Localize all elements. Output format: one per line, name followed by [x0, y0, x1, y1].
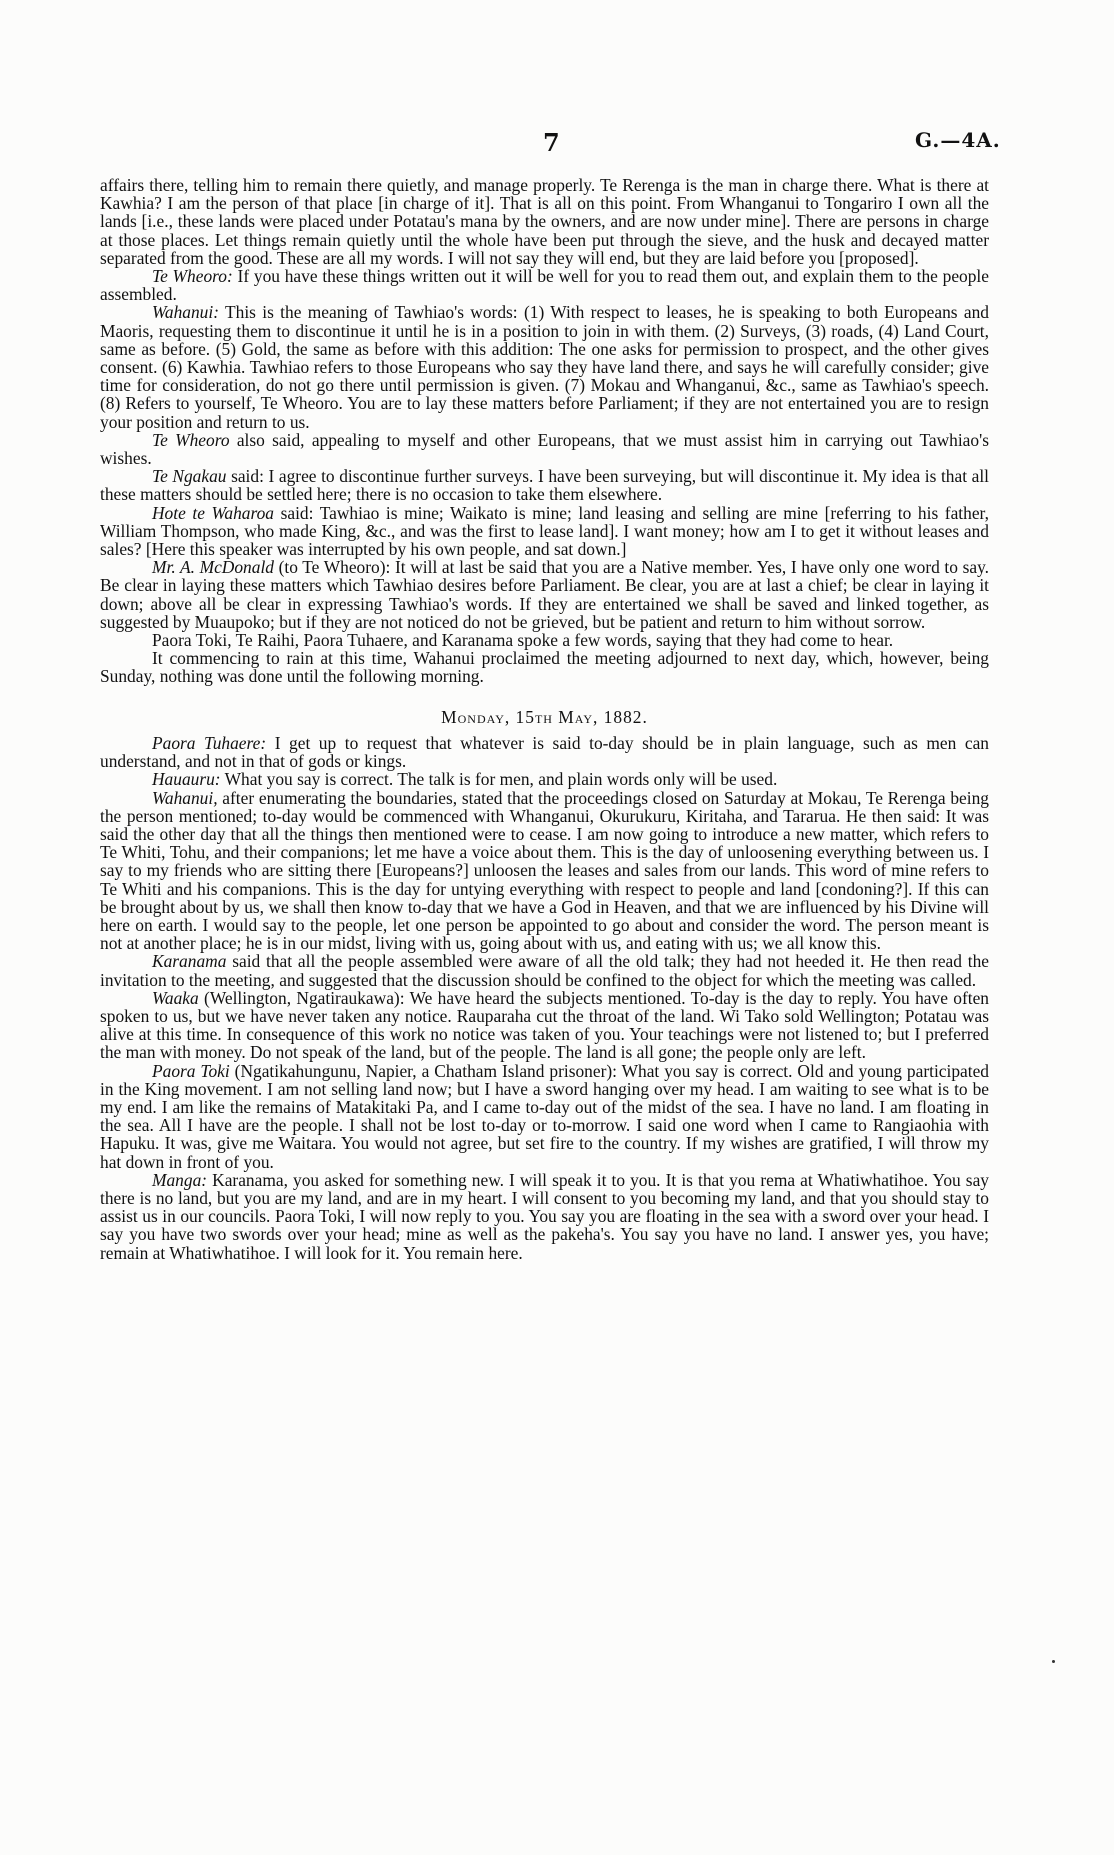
- paragraph: [100, 267, 989, 303]
- paragraph-text: I get up to request that whatever is said to-day should be in plain language, such as men can understand, and not in that of gods or kings.: [100, 732, 989, 772]
- speaker-name: Hauauru:: [152, 769, 221, 790]
- speaker-name: Manga:: [152, 1169, 208, 1190]
- document-reference: G.—4A.: [915, 128, 1001, 152]
- paragraph-text: also said, appealing to myself and other Europeans, that we must assist him in carrying out Tawhiao's wishes.: [100, 429, 989, 469]
- speaker-name: Paora Tuhaere:: [152, 732, 267, 753]
- paragraph-text: It commencing to rain at this time, Wahanui proclaimed the meeting adjourned to next day, which, however, being Sunday, nothing was done until the following morning.: [100, 648, 989, 687]
- paragraph: [100, 734, 989, 770]
- paragraph-text: Karanama, you asked for something new. I will speak it to you. It is that you rema at Whatiwhatihoe. You say there is no land, but you are my land, and are in my heart. I will consent to you becoming my land, and that you should stay to assist us in our councils. Paora Toki, I will now reply to you. You say you are floating in the sea with a sword over your head. I say you have two swords over your head; mine as well as the pakeha's. You say you have no land. I answer yes, you have; remain at Whatiwhatihoe. I will look for it. You remain here.: [100, 1169, 989, 1263]
- paragraph-text: This is the meaning of Tawhiao's words: (1) With respect to leases, he is speaking to both Europeans and Maoris, requesting them to discontinue it until he is in a position to join in with them. (2) Surveys, (3) roads, (4) Land Court, same as before. (5) Gold, the same as before with this addition: The one asks for permission to prospect, and the other gives consent. (6) Kawhia. Tawhiao refers to those Europeans who say they have land there, and says he will carefully consider; give time for consideration, do not go there until permission is given. (7) Mokau and Whanganui, &c., same as Tawhiao's speech. (8) Refers to yourself, Te Wheoro. You are to lay these matters before Parliament; if they are not entertained you are to resign your position and return to us.: [100, 302, 989, 432]
- paragraph: [100, 649, 989, 685]
- speaker-name: Wahanui:: [152, 302, 219, 323]
- speaker-name: Mr. A. McDonald: [152, 557, 274, 578]
- paragraph: [100, 989, 989, 1062]
- paragraph: [100, 1062, 989, 1171]
- paragraph: [100, 789, 989, 953]
- speaker-name: Te Wheoro: [152, 429, 230, 450]
- paragraph-text: (Wellington, Ngatiraukawa): We have heard the subjects mentioned. To-day is the day to reply. You have often spoken to us, but we have never taken any notice. Rauparaha cut the throat of the land. Wi Tako sold Wellington; Potatau was alive at this time. In consequence of this work no notice was taken of you. Your teachings were not listened to; but I preferred the man with money. Do not speak of the land, but of the people. The land is all gone; the people only are left.: [100, 987, 989, 1063]
- date-heading: Monday, 15th May, 1882.: [441, 706, 648, 727]
- speaker-name: Te Ngakau: [152, 466, 227, 487]
- paragraph: [100, 952, 989, 988]
- paragraph: [100, 770, 989, 788]
- paragraph-text: said: Tawhiao is mine; Waikato is mine; land leasing and selling are mine [referring to his father, William Thompson, who made King, &c., and was the first to lease land]. I want money; how am I to get it without leases and sales? [Here this speaker was interrupted by his own people, and sat down.]: [100, 502, 989, 560]
- paragraph-text: said: I agree to discontinue further surveys. I have been surveying, but will discontinue it. My idea is that all these matters should be settled here; there is no occasion to take them elsewhere.: [100, 466, 989, 505]
- speaker-name: Paora Toki: [152, 1060, 230, 1081]
- speaker-name: Karanama: [152, 951, 227, 972]
- paragraph: [100, 504, 989, 559]
- paragraph-text: Paora Toki, Te Raihi, Paora Tuhaere, and Karanama spoke a few words, saying that they had come to hear.: [152, 630, 894, 651]
- speaker-name: Waaka: [152, 987, 199, 1008]
- speaker-name: Te Wheoro:: [152, 266, 233, 287]
- paragraphs-before-date: [100, 176, 989, 686]
- paragraph: [100, 631, 989, 649]
- paragraph-text: If you have these things written out it will be well for you to read them out, and explain them to the people assembled.: [100, 266, 989, 305]
- paragraph-text: after enumerating the boundaries, stated that the proceedings closed on Saturday at Mokau, Te Rerenga being the person mentioned; to-day would be commenced with Whanganui, Okurukuru, Kiritaha, and Tararua. He then said: It was said the other day that all the things then mentioned were to cease. I am now going to introduce a new matter, which refers to Te Whiti, Tohu, and their companions; let me have a voice about them. This is the day of unloosening everything between us. I say to my friends who are sitting there [Europeans?] unloosen the leases and sales from our lands. This word of mine refers to Te Whiti and his companions. This is the day for untying everything with respect to people and land [condoning?]. If this can be brought about by us, we shall then know to-day that we have a God in Heaven, and that we are influenced by his Divine will here on earth. I would say to the people, let one person be appointed to go about and consider the word. The person meant is not at another place; he is in our midst, living with us, going about with us, and eating with us; we all know this.: [100, 787, 989, 954]
- paragraph-text: What you say is correct. The talk is for men, and plain words only will be used.: [220, 769, 778, 790]
- paragraph: [100, 176, 989, 267]
- page-number: 7: [543, 128, 560, 157]
- paragraph: [100, 558, 989, 631]
- paragraph-text: (to Te Wheoro): It will at last be said that you are a Native member. Yes, I have only one word to say. Be clear in laying these matters which Tawhiao desires before Parliament. Be clear, you are at last a chief; be clear in laying it down; above all be clear in expressing Tawhiao's words. If they are entertained we shall be saved and linked together, as suggested by Muaupoko; but if they are not noticed do not be grieved, but be patient and return to him without sorrow.: [100, 557, 989, 632]
- paragraph-text: said that all the people assembled were aware of all the old talk; they had not heeded it. He then read the invitation to the meeting, and suggested that the discussion should be confined to the object for which the meeting was called.: [100, 951, 989, 990]
- paragraph: [100, 303, 989, 430]
- paragraph: [100, 1171, 989, 1262]
- speaker-name: Hote te Waharoa: [152, 502, 275, 523]
- paragraph-text: affairs there, telling him to remain there quietly, and manage properly. Te Rerenga is the man in charge there. What is there at Kawhia? I am the person of that place [in charge of it]. That is all on this point. From Whanganui to Tongariro I own all the lands [i.e., these lands were placed under Potatau's mana by the owners, and are now under mine]. There are persons in charge at those places. Let things remain quietly until the whole have been put through the sieve, and the husk and decayed matter separated from the good. These are all my words. I will not say they will end, but they are laid before you [proposed].: [100, 175, 989, 268]
- paragraph: [100, 431, 989, 467]
- paragraph-text: (Ngatikahungunu, Napier, a Chatham Island prisoner): What you say is correct. Old and young participated in the King movement. I am not selling land now; but I have a sword hanging over my head. I am waiting to see what is to be my end. I am like the remains of Matakitaki Pa, and I came to-day out of the midst of the sea. I have no land. I am floating in the sea. All I have are the people. I shall not be lost to-day or to-morrow. I said one word when I came to Rangiaohia with Hapuku. It was, give me Waitara. You would not agree, but set fire to the country. If my wishes are gratified, I will throw my hat down in front of you.: [100, 1060, 989, 1172]
- document-body: [100, 176, 989, 1262]
- paragraphs-after-date: [100, 734, 989, 1262]
- speaker-name: Wahanui,: [152, 787, 218, 808]
- paragraph: [100, 467, 989, 503]
- margin-dot: [1052, 1660, 1055, 1663]
